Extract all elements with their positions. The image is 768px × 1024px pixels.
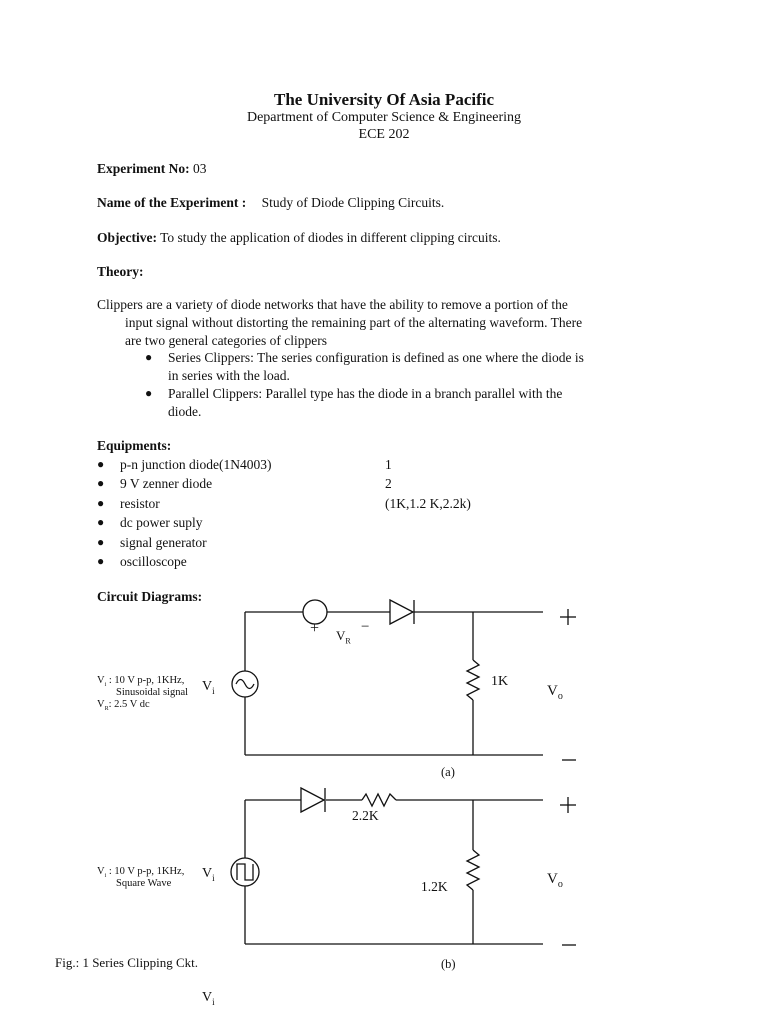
vo-text: V [547,871,558,887]
theory-line-2: input signal without distorting the remaining part of the alternating waveform. There [125,315,583,330]
equipments-heading: Equipments: [97,438,172,453]
circuit-a-vo-label [547,683,563,702]
experiment-name-label: Name of the Experiment : [97,195,247,210]
equipment-name: p-n junction diode(1N4003) [120,457,272,472]
diode-icon [390,600,413,624]
circuit-a-vr-note [97,699,150,715]
bottom-vi-label [202,990,215,1007]
bullet-icon: ● [145,350,153,364]
vo-sub: o [557,691,563,702]
note-vr-spec: : 2.5 V dc [108,699,150,710]
course-code: ECE 202 [358,127,410,142]
note-vr-sub: R [104,706,109,713]
circuit-b-signal-note: Square Wave [116,878,172,889]
circuit-b [231,788,543,944]
theory-bullet-1-line-1: Series Clippers: The series configuration is defined as one where the diode is [168,350,584,365]
figure-caption: Fig.: 1 Series Clipping Ckt. [55,955,199,970]
vr-label-text: V [336,628,346,643]
theory-line-3: are two general categories of clippers [125,333,328,348]
vi-sub: i [212,872,215,883]
bullet-icon: ● [97,457,105,471]
vo-sub: o [557,879,563,890]
note-v-sub: i [104,682,107,689]
department-name: Department of Computer Science & Engineering [246,110,522,125]
vi-sub: i [212,996,215,1007]
note-vi-spec: : 10 V p-p, 1KHz, [108,675,185,686]
bullet-icon: ● [97,554,105,568]
equipment-name: dc power suply [120,515,203,530]
equipment-name: resistor [120,496,160,511]
vr-label-sub: R [345,636,351,646]
vi-text: V [202,866,213,881]
bullet-icon: ● [97,476,105,490]
objective-label: Objective: [97,230,157,245]
vi-text: V [202,679,213,694]
theory-bullet-2-line-2: diode. [168,404,202,419]
note-vr: V [97,699,105,710]
circuit-b-caption: (b) [441,957,456,971]
vi-sub: i [212,685,215,696]
experiment-no-value: 03 [192,161,207,176]
circuit-a-caption: (a) [441,765,455,779]
equipment-name: signal generator [120,535,207,550]
theory-heading: Theory: [97,264,144,279]
theory-bullet-2-line-1: Parallel Clippers: Parallel type has the diode in a branch parallel with the [168,386,563,401]
equipment-name: oscilloscope [120,554,187,569]
circuit-diagrams-heading: Circuit Diagrams: [97,589,203,604]
bullet-icon: ● [145,386,153,400]
bullet-icon: ● [97,535,105,549]
circuit-b-vo-label [547,871,563,890]
vr-minus-sign: − [361,619,370,635]
circuit-b-shunt-resistor-label: 1.2K [421,879,448,894]
vo-text: V [547,683,558,699]
circuit-a-signal-note: Sinusoidal signal [116,687,189,698]
note-v: V [97,675,105,686]
circuit-a-resistor-label: 1K [491,674,509,689]
objective-value: To study the application of diodes in different clipping circuits. [160,230,501,245]
bullet-icon: ● [97,496,105,510]
equipment-name: 9 V zenner diode [120,476,213,491]
circuit-a-vi-label [202,679,215,696]
circuit-b-series-resistor-label: 2.2K [352,808,379,823]
note-vi-spec: : 10 V p-p, 1KHz, [108,866,185,877]
note-v-sub: i [104,873,107,880]
university-title: The University Of Asia Pacific [273,90,495,109]
diode-icon [301,788,324,812]
equipment-qty: 2 [385,476,392,491]
vr-label [336,628,351,646]
theory-bullet-1-line-2: in series with the load. [168,368,290,383]
equipment-qty: (1K,1.2 K,2.2k) [385,496,471,511]
equipment-qty: 1 [385,457,392,472]
theory-line-1: Clippers are a variety of diode networks that have the ability to remove a portion of the [97,297,568,312]
circuit-b-vi-label [202,866,215,883]
vi-text: V [202,990,213,1005]
experiment-no-label: Experiment No: [97,161,190,176]
vr-plus-sign: + [310,620,320,637]
note-v: V [97,866,105,877]
bullet-icon: ● [97,515,105,529]
experiment-name-value: Study of Diode Clipping Circuits. [261,195,445,210]
